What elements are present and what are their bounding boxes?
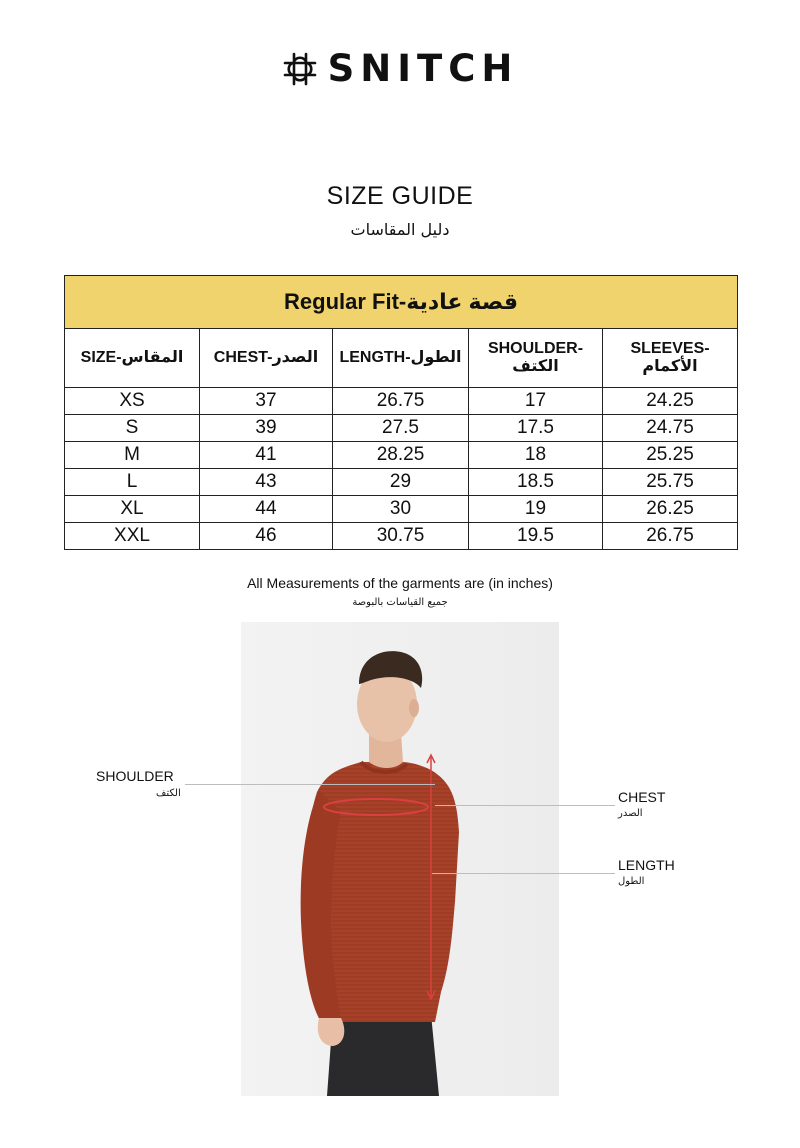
shoulder-cell: 17.5 — [469, 415, 603, 442]
sleeves-cell: 25.75 — [603, 469, 738, 496]
sleeves-cell: 26.25 — [603, 496, 738, 523]
model-photo — [241, 622, 559, 1096]
chest-label: CHEST — [618, 789, 666, 805]
sleeves-cell: 24.75 — [603, 415, 738, 442]
shoulder-label-arabic: الكتف — [156, 788, 181, 799]
chest-cell: 41 — [200, 442, 333, 469]
length-label: LENGTH — [618, 857, 675, 873]
header-size: SIZE-المقاس — [65, 329, 200, 388]
header-length: LENGTH-الطول — [333, 329, 469, 388]
chest-cell: 44 — [200, 496, 333, 523]
header-sleeves: SLEEVES- الأكمام — [603, 329, 738, 388]
shoulder-cell: 18 — [469, 442, 603, 469]
size-cell: XS — [65, 388, 200, 415]
shoulder-label: SHOULDER — [96, 768, 174, 784]
table-row — [65, 415, 738, 442]
header-shoulder: SHOULDER- الكتف — [469, 329, 603, 388]
brand-name: SNITCH — [327, 47, 519, 90]
size-cell: XL — [65, 496, 200, 523]
chest-cell: 43 — [200, 469, 333, 496]
sleeves-cell: 24.25 — [603, 388, 738, 415]
shoulder-cell: 19 — [469, 496, 603, 523]
sleeves-cell: 26.75 — [603, 523, 738, 550]
page-title-arabic: دليل المقاسات — [350, 220, 450, 239]
length-cell: 26.75 — [333, 388, 469, 415]
length-cell: 28.25 — [333, 442, 469, 469]
length-cell: 27.5 — [333, 415, 469, 442]
fit-label: Regular Fit-قصة عادية — [65, 276, 738, 329]
size-cell: M — [65, 442, 200, 469]
length-cell: 30.75 — [333, 523, 469, 550]
chest-cell: 39 — [200, 415, 333, 442]
brand-logo — [0, 47, 800, 90]
length-label-arabic: الطول — [618, 876, 645, 887]
sleeves-cell: 25.25 — [603, 442, 738, 469]
table-row — [65, 469, 738, 496]
table-row — [65, 496, 738, 523]
column-header-row — [65, 329, 738, 388]
measurement-note: All Measurements of the garments are (in inches) — [247, 575, 553, 591]
shoulder-cell: 18.5 — [469, 469, 603, 496]
chest-cell: 46 — [200, 523, 333, 550]
fit-header-row — [65, 276, 738, 329]
length-cell: 29 — [333, 469, 469, 496]
table-row — [65, 523, 738, 550]
page-title: SIZE GUIDE — [326, 182, 474, 210]
shoulder-cell: 19.5 — [469, 523, 603, 550]
shoulder-guide-line — [185, 784, 435, 785]
brand-mark-icon — [282, 51, 318, 87]
chest-label-arabic: الصدر — [618, 808, 643, 819]
size-cell: XXL — [65, 523, 200, 550]
chest-cell: 37 — [200, 388, 333, 415]
length-cell: 30 — [333, 496, 469, 523]
measurement-note-arabic: جميع القياسات بالبوصة — [352, 597, 448, 608]
size-cell: L — [65, 469, 200, 496]
shoulder-cell: 17 — [469, 388, 603, 415]
chest-guide-line — [435, 805, 615, 806]
table-row — [65, 388, 738, 415]
length-guide-line — [432, 873, 615, 874]
header-chest: CHEST-الصدر — [200, 329, 333, 388]
table-row — [65, 442, 738, 469]
size-table — [64, 275, 738, 550]
size-cell: S — [65, 415, 200, 442]
